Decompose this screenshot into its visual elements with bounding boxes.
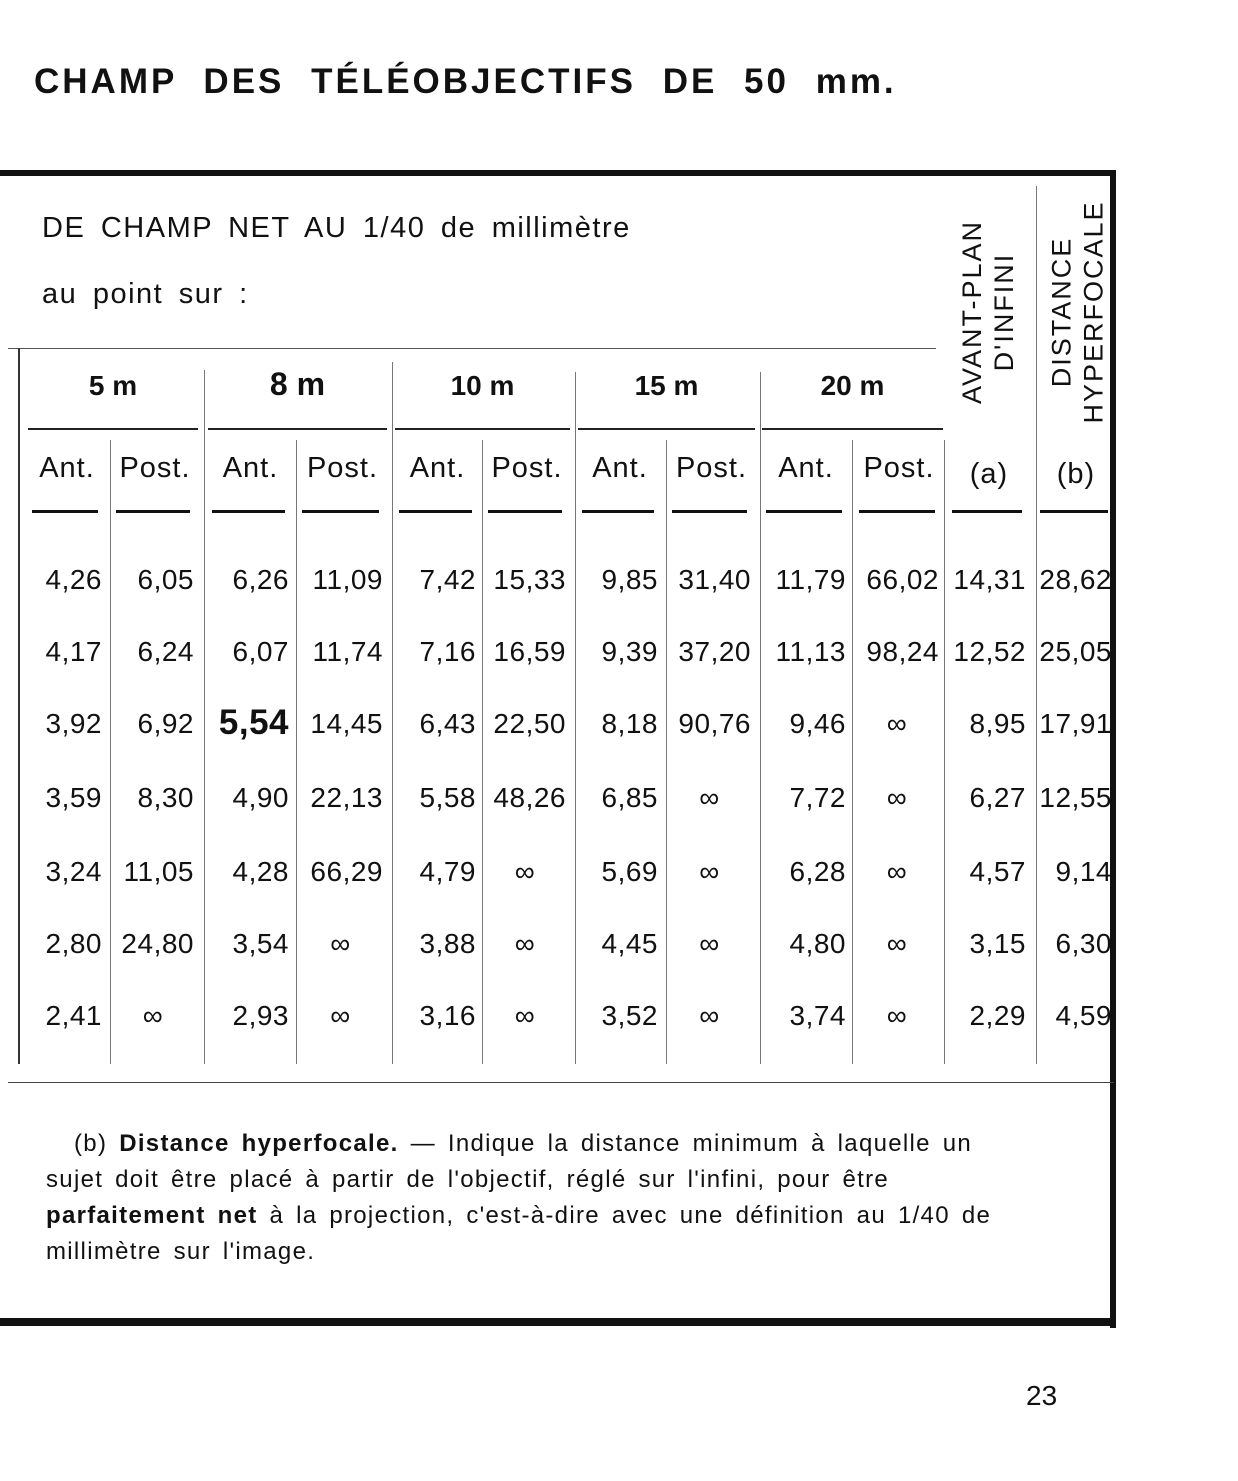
- distance-label: 10 m: [450, 370, 515, 401]
- table-cell: ∞: [142, 1000, 164, 1031]
- footnote-term: Distance hyperfocale.: [119, 1130, 399, 1157]
- table-cell: ∞: [699, 928, 720, 959]
- table-cell: 3,24: [45, 856, 102, 887]
- rule-above-distances: [8, 348, 936, 349]
- table-cell: 25,05: [1039, 636, 1112, 667]
- table-cell: 7,42: [419, 564, 476, 595]
- header-distance-hyperfocale: [1038, 186, 1118, 438]
- table-cell: ∞: [699, 782, 720, 813]
- table-cell: 3,16: [419, 1000, 476, 1031]
- header-avant-plan: [948, 186, 1028, 438]
- table-cell: 4,79: [419, 856, 476, 887]
- table-cell: 9,14: [1055, 856, 1112, 887]
- table-cell: 24,80: [121, 928, 194, 959]
- table-cell: 66,02: [866, 564, 939, 595]
- grid-vline: [296, 440, 297, 1064]
- grid-vline: [852, 440, 853, 1064]
- header-underline: [859, 510, 935, 513]
- column-header: Ant.: [592, 452, 648, 484]
- table-cell: 8,30: [137, 782, 194, 813]
- column-header-b: (b): [1056, 458, 1096, 490]
- grid-vline: [392, 362, 393, 1064]
- grid-vline: [760, 372, 761, 1064]
- table-cell: ∞: [330, 1000, 351, 1031]
- table-cell: 5,58: [419, 782, 476, 813]
- table-cell: 48,26: [493, 782, 566, 813]
- table-cell: 9,85: [601, 564, 658, 595]
- table-cell: 3,52: [601, 1000, 658, 1031]
- header-hyperfocale-line-1: DISTANCE: [1047, 236, 1077, 388]
- table-cell: 6,05: [137, 564, 194, 595]
- table-cell: 4,57: [969, 856, 1026, 887]
- table-cell: 15,33: [493, 564, 566, 595]
- table-cell: 3,15: [969, 928, 1026, 959]
- header-underline: [582, 510, 654, 513]
- table-cell: 2,41: [45, 1000, 102, 1031]
- table-cell: 9,39: [601, 636, 658, 667]
- grid-vline: [666, 440, 667, 1064]
- table-cell: ∞: [886, 782, 908, 813]
- table-cell: 2,29: [969, 1000, 1026, 1031]
- table-cell: 7,16: [419, 636, 476, 667]
- grid-vline: [482, 440, 483, 1064]
- distance-label: 5 m: [88, 370, 138, 401]
- table-cell: 4,80: [789, 928, 846, 959]
- table-cell: 11,13: [775, 636, 846, 667]
- distance-label: 15 m: [634, 370, 699, 401]
- distance-underline: [578, 428, 755, 430]
- distance-label: 8 m: [269, 366, 326, 402]
- column-header: Ant.: [778, 452, 834, 484]
- table-cell: 7,72: [789, 782, 846, 813]
- table-cell: 14,31: [953, 564, 1026, 595]
- table-cell: ∞: [514, 856, 536, 887]
- table-cell: 22,13: [310, 782, 383, 813]
- table-cell: 6,24: [137, 636, 194, 667]
- table-cell: ∞: [330, 928, 351, 959]
- table-cell: ∞: [514, 1000, 536, 1031]
- column-header: Post.: [119, 452, 191, 484]
- table-cell: 12,55: [1039, 782, 1112, 813]
- distance-underline: [208, 428, 387, 430]
- table-cell: ∞: [699, 1000, 720, 1031]
- table-cell: ∞: [699, 856, 720, 887]
- table-cell: 11,79: [775, 564, 846, 595]
- table-cell: 3,88: [419, 928, 476, 959]
- table-cell: 6,30: [1055, 928, 1112, 959]
- column-header: Post.: [306, 452, 379, 484]
- table-cell: 2,93: [232, 1000, 289, 1031]
- page-number: 23: [1026, 1380, 1058, 1411]
- table-cell: 11,74: [312, 636, 383, 667]
- table-cell: 6,26: [232, 564, 289, 595]
- grid-vline: [110, 440, 111, 1064]
- header-underline: [302, 510, 379, 513]
- grid-vline: [575, 372, 576, 1064]
- table-cell: 4,26: [45, 564, 102, 595]
- grid-vline: [944, 440, 945, 1064]
- table-cell: 22,50: [493, 708, 566, 739]
- table-cell: 6,28: [789, 856, 846, 887]
- table-cell: 3,59: [45, 782, 102, 813]
- column-header: Ant.: [222, 452, 279, 484]
- table-cell: 4,17: [45, 636, 102, 667]
- table-intro-line-1: DE CHAMP NET AU 1/40 de millimètre: [42, 212, 631, 244]
- column-header: Ant.: [409, 452, 466, 484]
- table-cell: 14,45: [310, 708, 383, 739]
- table-cell: 8,18: [601, 708, 658, 739]
- page-title: CHAMP DES TÉLÉOBJECTIFS DE 50 mm.: [34, 62, 897, 101]
- table-cell: ∞: [886, 708, 908, 739]
- column-header: Post.: [675, 452, 748, 484]
- header-hyperfocale-line-2: HYPERFOCALE: [1079, 200, 1109, 424]
- distance-underline: [762, 428, 943, 430]
- table-cell: 6,85: [601, 782, 658, 813]
- column-header: Ant.: [39, 452, 95, 484]
- grid-vline: [204, 370, 205, 1064]
- table-cell: 3,92: [45, 708, 102, 739]
- column-header: Post.: [491, 452, 563, 484]
- header-underline: [1040, 510, 1108, 513]
- table-cell: 11,05: [123, 856, 194, 887]
- distance-underline: [28, 428, 198, 430]
- table-frame-bottom: [0, 1318, 1116, 1326]
- table-cell: 6,07: [232, 636, 289, 667]
- table-cell: 8,95: [969, 708, 1026, 739]
- footnote-mark: (b): [74, 1130, 108, 1157]
- footnote-text-1: — Indique la distance minimum à laquelle un sujet doit être placé à partir de l'objectif, réglé sur l'infini, pour être: [46, 1130, 973, 1193]
- header-avant-plan-line-1: AVANT-PLAN: [957, 219, 988, 405]
- footnote: [46, 1126, 1006, 1270]
- table-cell: 11,09: [312, 564, 383, 595]
- header-underline: [766, 510, 842, 513]
- table-cell: 5,69: [601, 856, 658, 887]
- header-underline: [952, 510, 1022, 513]
- column-header-a: (a): [969, 458, 1009, 490]
- table-cell: 6,27: [969, 782, 1026, 813]
- rule-below-table: [8, 1082, 1114, 1083]
- column-header: Post.: [863, 452, 935, 484]
- table-intro-line-2: au point sur :: [42, 278, 249, 310]
- footnote-emphasis: parfaitement net: [46, 1202, 258, 1229]
- table-cell: 66,29: [310, 856, 383, 887]
- header-underline: [672, 510, 747, 513]
- table-cell: 17,91: [1039, 708, 1112, 739]
- table-cell: ∞: [514, 928, 536, 959]
- grid-vline: [18, 348, 20, 1064]
- header-underline: [212, 510, 285, 513]
- table-cell: 6,92: [137, 708, 194, 739]
- header-underline: [32, 510, 98, 513]
- table-cell: 4,90: [232, 782, 289, 813]
- table-cell: ∞: [886, 1000, 908, 1031]
- footnote-text-2: à la projection, c'est-à-dire avec une définition au 1/40 de millimètre sur l'image.: [46, 1202, 992, 1265]
- table-cell: 90,76: [678, 708, 751, 739]
- table-cell: ∞: [886, 928, 908, 959]
- table-cell: 28,62: [1039, 564, 1112, 595]
- table-cell: 5,54: [218, 703, 289, 742]
- table-cell: 31,40: [678, 564, 751, 595]
- distance-underline: [395, 428, 570, 430]
- header-underline: [399, 510, 472, 513]
- distance-label: 20 m: [820, 370, 885, 401]
- table-cell: 98,24: [866, 636, 939, 667]
- table-cell: 37,20: [678, 636, 751, 667]
- header-underline: [116, 510, 190, 513]
- header-avant-plan-line-2: D'INFINI: [989, 252, 1020, 372]
- table-cell: 6,43: [419, 708, 476, 739]
- header-underline: [488, 510, 562, 513]
- table-cell: ∞: [886, 856, 908, 887]
- table-cell: 3,54: [232, 928, 289, 959]
- table-cell: 16,59: [493, 636, 566, 667]
- table-cell: 4,28: [232, 856, 289, 887]
- table-cell: 4,59: [1055, 1000, 1112, 1031]
- table-cell: 2,80: [45, 928, 102, 959]
- table-frame-top: [0, 170, 1116, 176]
- table-cell: 9,46: [789, 708, 846, 739]
- table-cell: 12,52: [953, 636, 1026, 667]
- table-cell: 3,74: [789, 1000, 846, 1031]
- table-cell: 4,45: [601, 928, 658, 959]
